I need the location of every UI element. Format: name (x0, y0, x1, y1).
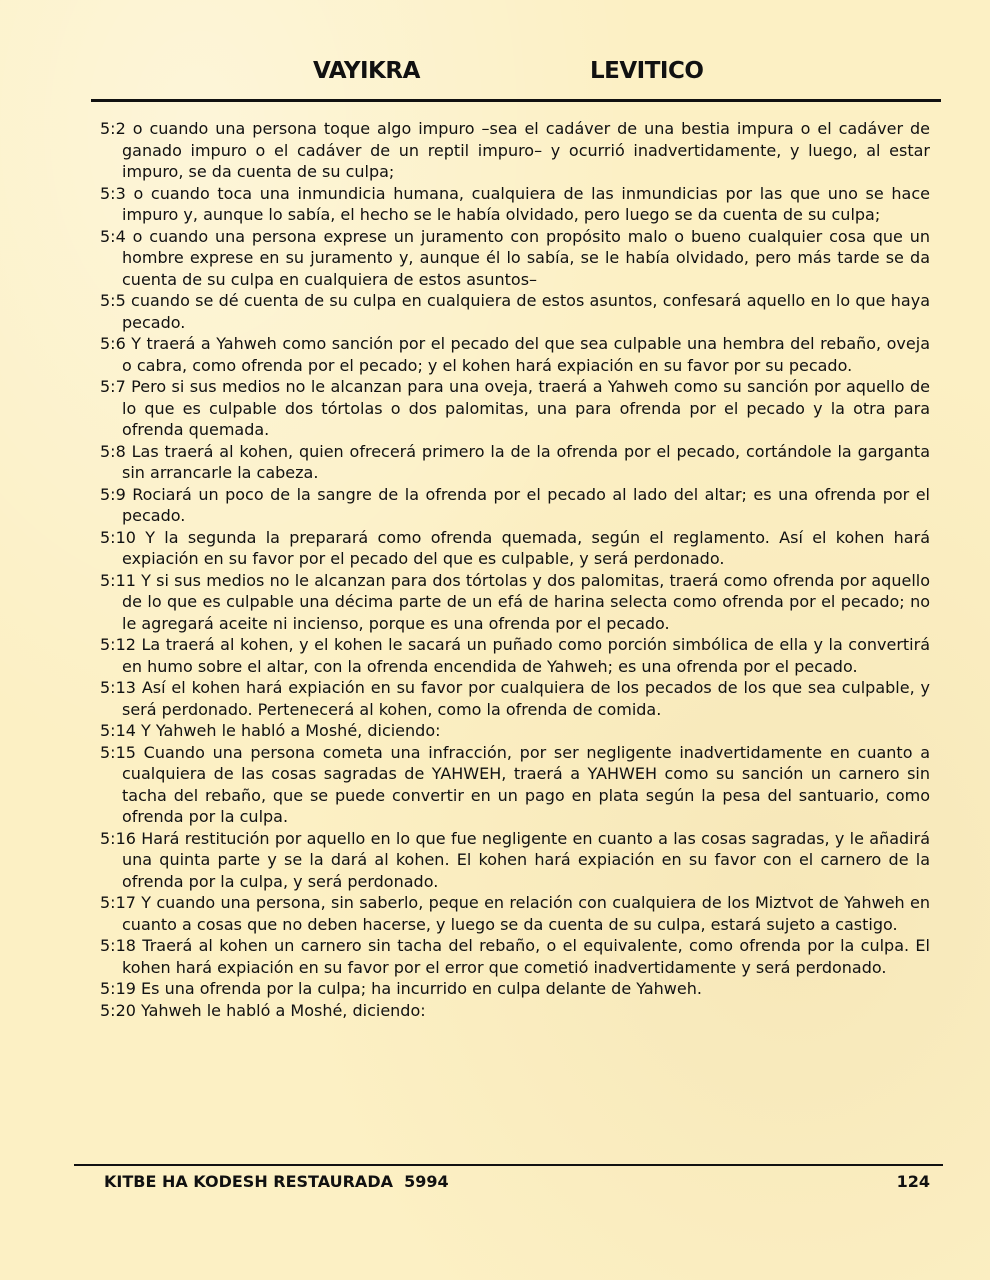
verse-5-9 (100, 484, 930, 527)
verse-5-19 (100, 978, 930, 1000)
verse-ref: 5:6 (100, 334, 126, 353)
verse-text: Y la segunda la preparará como ofrenda quemada, según el reglamento. Así el kohen hará expiación en su favor por el pecado del que es culpable, y será perdonado. (122, 527, 930, 568)
verse-5-18 (100, 935, 930, 978)
verse-text: Y Yahweh le habló a Moshé, diciendo: (141, 721, 441, 740)
verse-text: o cuando toca una inmundicia humana, cualquiera de las inmundicias por las que uno se hace impuro y, aunque lo sabía, el hecho se le había olvidado, pero luego se da cuenta de su culpa; (122, 183, 930, 224)
verse-text: Pero si sus medios no le alcanzan para una oveja, traerá a Yahweh como su sanción por aquello de lo que es culpable dos tórtolas o dos palomitas, una para ofrenda por el pecado y la otra para ofrenda quemada. (122, 377, 931, 439)
verse-5-14 (100, 720, 930, 742)
verse-5-17 (100, 892, 930, 935)
verse-ref: 5:8 (100, 441, 126, 461)
verse-ref: 5:19 (100, 979, 136, 998)
verse-ref: 5:15 (100, 742, 136, 762)
header-book-spanish: LEVITICO (590, 58, 704, 84)
verse-text: Las traerá al kohen, quien ofrecerá primero la de la ofrenda por el pecado, cortándole la garganta sin arrancarle la cabeza. (122, 441, 931, 482)
verse-text: Así el kohen hará expiación en su favor por cualquiera de los pecados de los que sea culpable, y será perdonado. Pertenecerá al kohen, como la ofrenda de comida. (122, 678, 930, 719)
verse-text: Y cuando una persona, sin saberlo, peque en relación con cualquiera de los Miztvot de Yahweh en cuanto a cosas que no deben hacerse, y luego se da cuenta de su culpa, estará sujeto a castigo. (122, 893, 930, 934)
verse-ref: 5:7 (100, 377, 126, 396)
verse-ref: 5:20 (100, 1000, 136, 1020)
verse-5-16 (100, 828, 930, 893)
verse-text: Yahweh le habló a Moshé, diciendo: (141, 1000, 426, 1020)
verse-5-2 (100, 118, 930, 183)
verse-ref: 5:3 (100, 183, 126, 203)
verse-text: o cuando una persona exprese un juramento con propósito malo o bueno cualquier cosa que un hombre exprese en su juramento y, aunque él lo sabía, se le había olvidado, pero más tarde se da cuenta de su culpa en cualquiera de estos asuntos– (122, 226, 930, 289)
verse-5-10 (100, 527, 930, 570)
verse-5-5 (100, 290, 930, 333)
verse-5-11 (100, 570, 930, 635)
footer-title: KITBE HA KODESH RESTAURADA 5994 (104, 1172, 449, 1191)
footer-rule (74, 1164, 943, 1166)
verse-ref: 5:11 (100, 570, 136, 590)
verse-text: La traerá al kohen, y el kohen le sacará un puñado como porción simbólica de ella y la convertirá en humo sobre el altar, con la ofrenda encendida de Yahweh; es una ofrenda por el pecado. (122, 635, 930, 676)
verse-text: Y si sus medios no le alcanzan para dos tórtolas y dos palomitas, traerá como ofrenda por aquello de lo que es culpable una décima parte de un efá de harina selecta como ofrenda por el pecado; no le agregará aceite ni incienso, porque es una ofrenda por el pecado. (122, 570, 931, 633)
verse-5-4 (100, 226, 930, 291)
verse-ref: 5:2 (100, 119, 126, 138)
page-number: 124 (896, 1172, 930, 1191)
verse-5-7 (100, 376, 930, 441)
verse-list (100, 118, 930, 1021)
verse-text: Hará restitución por aquello en lo que fue negligente en cuanto a las cosas sagradas, y le añadirá una quinta parte y se la dará al kohen. El kohen hará expiación en su favor con el carnero de la ofrenda por la culpa, y será perdonado. (122, 828, 930, 891)
verse-ref: 5:13 (100, 678, 136, 697)
verse-ref: 5:18 (100, 936, 136, 955)
verse-text: Rociará un poco de la sangre de la ofrenda por el pecado al lado del altar; es una ofrenda por el pecado. (122, 484, 931, 525)
verse-5-8 (100, 441, 930, 484)
verse-5-3 (100, 183, 930, 226)
verse-ref: 5:14 (100, 721, 136, 740)
verse-text: Cuando una persona cometa una infracción, por ser negligente inadvertidamente en cuanto a cualquiera de las cosas sagradas de YAHWEH, traerá a YAHWEH como su sanción un carnero sin tacha del rebaño, que se puede convertir en un pago en plata según la pesa del santuario, como ofrenda por la culpa. (122, 742, 930, 826)
running-header (0, 58, 990, 90)
verse-text: Y traerá a Yahweh como sanción por el pecado del que sea culpable una hembra del rebaño, oveja o cabra, como ofrenda por el pecado; y el kohen hará expiación en su favor por su pecado. (122, 334, 930, 375)
verse-ref: 5:4 (100, 226, 126, 246)
verse-text: cuando se dé cuenta de su culpa en cualquiera de estos asuntos, confesará aquello en lo que haya pecado. (122, 291, 931, 332)
header-rule (91, 99, 941, 102)
verse-5-15 (100, 742, 930, 828)
verse-ref: 5:5 (100, 291, 126, 310)
verse-ref: 5:17 (100, 893, 136, 912)
verse-5-6 (100, 333, 930, 376)
verse-5-20 (100, 1000, 930, 1022)
verse-text: o cuando una persona toque algo impuro –sea el cadáver de una bestia impura o el cadáver de ganado impuro o el cadáver de un reptil impuro– y ocurrió inadvertidamente, y luego, al estar impuro, se da cuenta de su culpa; (122, 119, 931, 181)
verse-text: Traerá al kohen un carnero sin tacha del rebaño, o el equivalente, como ofrenda por la culpa. El kohen hará expiación en su favor por el error que cometió inadvertidamente y será perdonado. (122, 936, 930, 977)
verse-text: Es una ofrenda por la culpa; ha incurrido en culpa delante de Yahweh. (141, 979, 702, 998)
verse-ref: 5:9 (100, 484, 126, 504)
verse-5-12 (100, 634, 930, 677)
header-book-hebrew: VAYIKRA (313, 58, 420, 84)
verse-ref: 5:12 (100, 635, 136, 654)
verse-ref: 5:10 (100, 527, 136, 547)
verse-5-13 (100, 677, 930, 720)
verse-ref: 5:16 (100, 828, 136, 848)
